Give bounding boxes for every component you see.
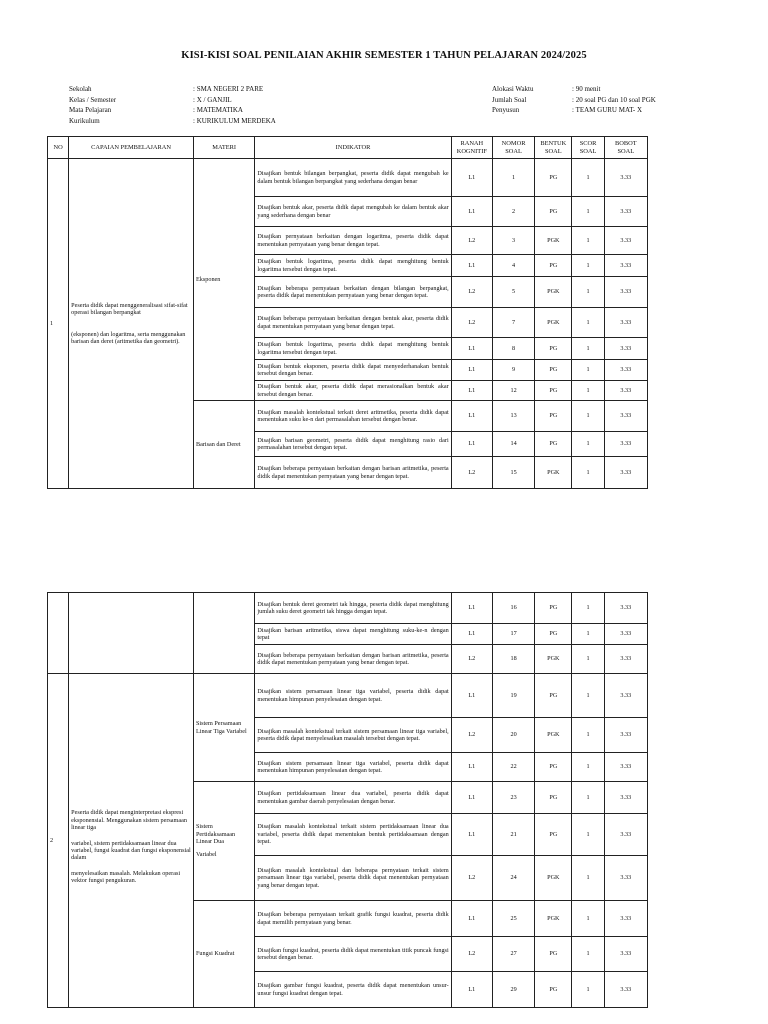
bobot-soal-cell: 3.33 [604, 753, 647, 782]
bobot-soal-cell: 3.33 [604, 159, 647, 197]
meta-value: : X / GANJIL [193, 95, 232, 104]
materi-text: Sistem Pertidaksamaan Linear Dua [195, 823, 236, 845]
ranah-cell: L1 [451, 338, 492, 360]
nomor-soal-cell: 27 [492, 937, 534, 972]
nomor-soal-cell: 3 [492, 227, 534, 255]
nomor-soal-cell: 4 [492, 255, 534, 277]
ranah-cell: L2 [451, 277, 492, 308]
nomor-soal-cell: 22 [492, 753, 534, 782]
row-number: 2 [48, 674, 69, 1008]
nomor-soal-cell: 21 [492, 814, 534, 856]
ranah-cell: L1 [451, 432, 492, 457]
skor-soal-cell: 1 [572, 972, 604, 1008]
header-indikator: INDIKATOR [255, 137, 451, 159]
bentuk-soal-cell: PG [535, 674, 572, 718]
capaian-pembelajaran [69, 593, 194, 674]
header-nomor: NOMOR SOAL [492, 137, 534, 159]
capaian-pembelajaran [69, 159, 194, 489]
meta-label: Jumlah Soal [492, 95, 527, 104]
skor-soal-cell: 1 [572, 901, 604, 937]
indikator-cell: Disajikan beberapa pernyataan berkaitan dengan bentuk akar, peserta didik dapat menentukan pernyataan yang benar dengan tepat. [255, 308, 451, 338]
ranah-cell: L2 [451, 856, 492, 901]
nomor-soal-cell: 5 [492, 277, 534, 308]
ranah-cell: L1 [451, 593, 492, 624]
bentuk-soal-cell: PGK [535, 901, 572, 937]
bobot-soal-cell: 3.33 [604, 255, 647, 277]
nomor-soal-cell: 13 [492, 401, 534, 432]
skor-soal-cell: 1 [572, 308, 604, 338]
meta-label: Penyusun [492, 106, 520, 114]
indikator-cell: Disajikan pertidaksamaan linear dua variabel, peserta didik dapat menentukan gambar daerah penyelesaian dengan benar. [255, 782, 451, 814]
bobot-soal-cell: 3.33 [604, 338, 647, 360]
bobot-soal-cell: 3.33 [604, 718, 647, 753]
ranah-cell: L2 [451, 718, 492, 753]
indikator-cell: Disajikan fungsi kuadrat, peserta didik dapat menentukan titik puncak fungsi tersebut dengan benar. [255, 937, 451, 972]
nomor-soal-cell: 25 [492, 901, 534, 937]
skor-soal-cell: 1 [572, 432, 604, 457]
bobot-soal-cell: 3.33 [604, 432, 647, 457]
ranah-cell: L2 [451, 308, 492, 338]
meta-label: Kelas / Semester [69, 95, 117, 104]
bentuk-soal-cell: PGK [535, 227, 572, 255]
bobot-soal-cell: 3.33 [604, 856, 647, 901]
bobot-soal-cell: 3.33 [604, 937, 647, 972]
bentuk-soal-cell: PG [535, 593, 572, 624]
nomor-soal-cell: 9 [492, 360, 534, 381]
skor-soal-cell: 1 [572, 814, 604, 856]
meta-value: : MATEMATIKA [193, 106, 243, 114]
header-bobot: BOBOT SOAL [604, 137, 647, 159]
bentuk-soal-cell: PG [535, 753, 572, 782]
bentuk-soal-cell: PG [535, 972, 572, 1008]
nomor-soal-cell: 8 [492, 338, 534, 360]
indikator-cell: Disajikan bentuk bilangan berpangkat, peserta didik dapat mengubah ke dalam bentuk bilangan berpangkat yang sederhana dengan benar [255, 159, 451, 197]
bentuk-soal-cell: PG [535, 197, 572, 227]
meta-label: Sekolah [69, 85, 92, 93]
indikator-cell: Disajikan bentuk logaritma, peserta didik dapat menghitung bentuk logaritma tersebut dengan tepat. [255, 338, 451, 360]
bentuk-soal-cell: PG [535, 432, 572, 457]
bobot-soal-cell: 3.33 [604, 401, 647, 432]
table-row [48, 674, 648, 718]
bobot-soal-cell: 3.33 [604, 457, 647, 489]
bentuk-soal-cell: PG [535, 782, 572, 814]
materi-cell: Sistem Persamaan Linear Tiga Variabel [193, 674, 254, 782]
skor-soal-cell: 1 [572, 645, 604, 674]
capaian-text: variabel, sistem pertidaksamaan linear dua variabel, fungsi kuadrat dan fungsi eksponensial dalam [71, 839, 191, 862]
meta-left [69, 84, 276, 126]
header-ranah: RANAH KOGNITIF [451, 137, 492, 159]
skor-soal-cell: 1 [572, 227, 604, 255]
ranah-cell: L1 [451, 753, 492, 782]
indikator-cell: Disajikan gambar fungsi kuadrat, peserta didik dapat menentukan unsur-unsur fungsi kuadrat dengan tepat. [255, 972, 451, 1008]
capaian-text: (eksponen) dan logaritma, serta menggunakan barisan dan deret (aritmetika dan geometri). [71, 330, 186, 345]
materi-cell [193, 782, 254, 901]
ranah-cell: L1 [451, 401, 492, 432]
bobot-soal-cell: 3.33 [604, 227, 647, 255]
indikator-cell: Disajikan sistem persamaan linear tiga variabel, peserta didik dapat menentukan himpunan penyelesaian dengan tepat. [255, 753, 451, 782]
header-no: NO [48, 137, 69, 159]
bobot-soal-cell: 3.33 [604, 645, 647, 674]
bobot-soal-cell: 3.33 [604, 360, 647, 381]
indikator-cell: Disajikan sistem persamaan linear tiga variabel, peserta didik dapat menentukan himpunan penyelesaian dengan tepat. [255, 674, 451, 718]
bentuk-soal-cell: PG [535, 360, 572, 381]
materi-cell: Fungsi Kuadrat [193, 901, 254, 1008]
capaian-text: Peserta didik dapat menginterpretasi ekspresi eksponensial. Menggunakan sistem persamaan linear tiga [71, 809, 187, 832]
capaian-text: Peserta didik dapat menggeneralisasi sifat-sifat operasi bilangan berpangkat [71, 301, 188, 317]
indikator-cell: Disajikan barisan aritmetika, siswa dapat menghitung suku-ke-n dengan tepat [255, 624, 451, 645]
indikator-cell: Disajikan pernyataan berkaitan dengan logaritma, peserta didik dapat menentukan pernyataan yang benar dengan tepat. [255, 227, 451, 255]
nomor-soal-cell: 24 [492, 856, 534, 901]
ranah-cell: L1 [451, 360, 492, 381]
nomor-soal-cell: 1 [492, 159, 534, 197]
table-header-row [48, 137, 648, 159]
bentuk-soal-cell: PG [535, 401, 572, 432]
skor-soal-cell: 1 [572, 937, 604, 972]
meta-right [492, 84, 656, 116]
bobot-soal-cell: 3.33 [604, 624, 647, 645]
table-row [48, 593, 648, 624]
skor-soal-cell: 1 [572, 856, 604, 901]
ranah-cell: L1 [451, 901, 492, 937]
bobot-soal-cell: 3.33 [604, 674, 647, 718]
bentuk-soal-cell: PGK [535, 718, 572, 753]
skor-soal-cell: 1 [572, 277, 604, 308]
nomor-soal-cell: 12 [492, 381, 534, 401]
meta-value: : TEAM GURU MAT- X [572, 106, 643, 114]
ranah-cell: L2 [451, 645, 492, 674]
bobot-soal-cell: 3.33 [604, 277, 647, 308]
capaian-text: menyelesaikan masalah. Melakukan operasi vektor fungsi pengukuran. [71, 869, 181, 885]
nomor-soal-cell: 29 [492, 972, 534, 1008]
indikator-cell: Disajikan barisan geometri, peserta didik dapat menghitung rasio dari permasalahan tersebut dengan tepat. [255, 432, 451, 457]
meta-value: : 90 menit [572, 85, 601, 93]
indikator-cell: Disajikan bentuk eksponen, peserta didik dapat menyederhanakan bentuk tersebut dengan benar. [255, 360, 451, 381]
meta-value: : SMA NEGERI 2 PARE [193, 85, 264, 93]
bentuk-soal-cell: PG [535, 338, 572, 360]
skor-soal-cell: 1 [572, 718, 604, 753]
indikator-cell: Disajikan beberapa pernyataan terkait grafik fungsi kuadrat, peserta didik dapat memilih pernyataan yang benar. [255, 901, 451, 937]
row-number [48, 593, 69, 674]
capaian-pembelajaran [69, 674, 194, 1008]
nomor-soal-cell: 19 [492, 674, 534, 718]
bobot-soal-cell: 3.33 [604, 814, 647, 856]
ranah-cell: L1 [451, 782, 492, 814]
skor-soal-cell: 1 [572, 624, 604, 645]
ranah-cell: L2 [451, 227, 492, 255]
materi-cell [193, 593, 254, 674]
ranah-cell: L1 [451, 624, 492, 645]
ranah-cell: L1 [451, 255, 492, 277]
indikator-cell: Disajikan masalah kontekstual terkait deret aritmetika, peserta didik dapat menentukan suku ke-n dari permasalahan tersebut dengan benar. [255, 401, 451, 432]
nomor-soal-cell: 18 [492, 645, 534, 674]
indikator-cell: Disajikan masalah kontekstual terkait sistem pertidaksamaan linear dua variabel, peserta didik dapat menentukan bentuk pertidaksamaan dengan tepat. [255, 814, 451, 856]
indikator-cell: Disajikan bentuk logaritma, peserta didik dapat menghitung bentuk logaritma tersebut dengan tepat. [255, 255, 451, 277]
bobot-soal-cell: 3.33 [604, 782, 647, 814]
skor-soal-cell: 1 [572, 197, 604, 227]
indikator-cell: Disajikan bentuk akar, peserta didik dapat merasionalkan bentuk akar tersebut dengan benar. [255, 381, 451, 401]
skor-soal-cell: 1 [572, 593, 604, 624]
bentuk-soal-cell: PG [535, 937, 572, 972]
bentuk-soal-cell: PG [535, 814, 572, 856]
skor-soal-cell: 1 [572, 159, 604, 197]
bobot-soal-cell: 3.33 [604, 197, 647, 227]
skor-soal-cell: 1 [572, 457, 604, 489]
indikator-cell: Disajikan masalah kontekstual dan beberapa pernyataan terkait sistem persamaan linear tiga variabel, peserta didik dapat menentukan pernyataan yang benar dengan tepat. [255, 856, 451, 901]
skor-soal-cell: 1 [572, 360, 604, 381]
kisi-kisi-table-page-2 [47, 592, 648, 1008]
nomor-soal-cell: 20 [492, 718, 534, 753]
skor-soal-cell: 1 [572, 401, 604, 432]
nomor-soal-cell: 14 [492, 432, 534, 457]
nomor-soal-cell: 23 [492, 782, 534, 814]
nomor-soal-cell: 7 [492, 308, 534, 338]
bentuk-soal-cell: PGK [535, 308, 572, 338]
meta-value: : KURIKULUM MERDEKA [193, 116, 276, 125]
meta-label: Mata Pelajaran [69, 106, 112, 114]
nomor-soal-cell: 17 [492, 624, 534, 645]
header-capaian: CAPAIAN PEMBELAJARAN [69, 137, 194, 159]
indikator-cell: Disajikan bentuk akar, peserta didik dapat mengubah ke dalam bentuk akar yang sederhana dengan benar [255, 197, 451, 227]
ranah-cell: L2 [451, 937, 492, 972]
indikator-cell: Disajikan bentuk deret geometri tak hingga, peserta didik dapat menghitung jumlah suku deret geometri tak hingga dengan tepat. [255, 593, 451, 624]
bentuk-soal-cell: PG [535, 255, 572, 277]
indikator-cell: Disajikan beberapa pernyataan berkaitan dengan bilangan berpangkat, peserta didik dapat menentukan pernyataan yang benar dengan tepat. [255, 277, 451, 308]
ranah-cell: L1 [451, 814, 492, 856]
bentuk-soal-cell: PGK [535, 277, 572, 308]
ranah-cell: L1 [451, 197, 492, 227]
materi-cell: Eksponen [193, 159, 254, 401]
skor-soal-cell: 1 [572, 674, 604, 718]
bentuk-soal-cell: PG [535, 159, 572, 197]
bobot-soal-cell: 3.33 [604, 593, 647, 624]
ranah-cell: L1 [451, 381, 492, 401]
bentuk-soal-cell: PG [535, 381, 572, 401]
bobot-soal-cell: 3.33 [604, 972, 647, 1008]
header-bentuk: BENTUK SOAL [535, 137, 572, 159]
skor-soal-cell: 1 [572, 782, 604, 814]
skor-soal-cell: 1 [572, 753, 604, 782]
skor-soal-cell: 1 [572, 338, 604, 360]
kisi-kisi-table-page-1 [47, 136, 648, 489]
header-materi: MATERI [193, 137, 254, 159]
ranah-cell: L1 [451, 674, 492, 718]
bentuk-soal-cell: PG [535, 624, 572, 645]
nomor-soal-cell: 2 [492, 197, 534, 227]
document-title: KISI-KISI SOAL PENILAIAN AKHIR SEMESTER 1 TAHUN PELAJARAN 2024/2025 [181, 50, 587, 61]
bentuk-soal-cell: PGK [535, 645, 572, 674]
meta-label: Alokasi Waktu [492, 85, 534, 93]
bentuk-soal-cell: PGK [535, 856, 572, 901]
indikator-cell: Disajikan beberapa pernyataan berkaitan dengan barisan aritmetika, peserta didik dapat menentukan pernyataan yang benar dengan tepat. [255, 457, 451, 489]
bobot-soal-cell: 3.33 [604, 901, 647, 937]
materi-text: Variabel [195, 851, 217, 859]
table-row [48, 159, 648, 197]
ranah-cell: L1 [451, 159, 492, 197]
header-skor: SCOR SOAL [572, 137, 604, 159]
skor-soal-cell: 1 [572, 381, 604, 401]
row-number: 1 [48, 159, 69, 489]
skor-soal-cell: 1 [572, 255, 604, 277]
indikator-cell: Disajikan beberapa pernyataan berkaitan dengan barisan aritmetika, peserta didik dapat menentukan pernyataan yang benar dengan tepat. [255, 645, 451, 674]
nomor-soal-cell: 15 [492, 457, 534, 489]
ranah-cell: L1 [451, 972, 492, 1008]
bentuk-soal-cell: PGK [535, 457, 572, 489]
meta-value: : 20 soal PG dan 10 soal PGK [572, 95, 656, 104]
materi-cell: Barisan dan Deret [193, 401, 254, 489]
indikator-cell: Disajikan masalah kontekstual terkait sistem persamaan linear tiga variabel, peserta didik dapat menyelesaikan masalah tersebut dengan tepat. [255, 718, 451, 753]
bobot-soal-cell: 3.33 [604, 381, 647, 401]
ranah-cell: L2 [451, 457, 492, 489]
nomor-soal-cell: 16 [492, 593, 534, 624]
meta-label: Kurikulum [69, 116, 100, 125]
bobot-soal-cell: 3.33 [604, 308, 647, 338]
